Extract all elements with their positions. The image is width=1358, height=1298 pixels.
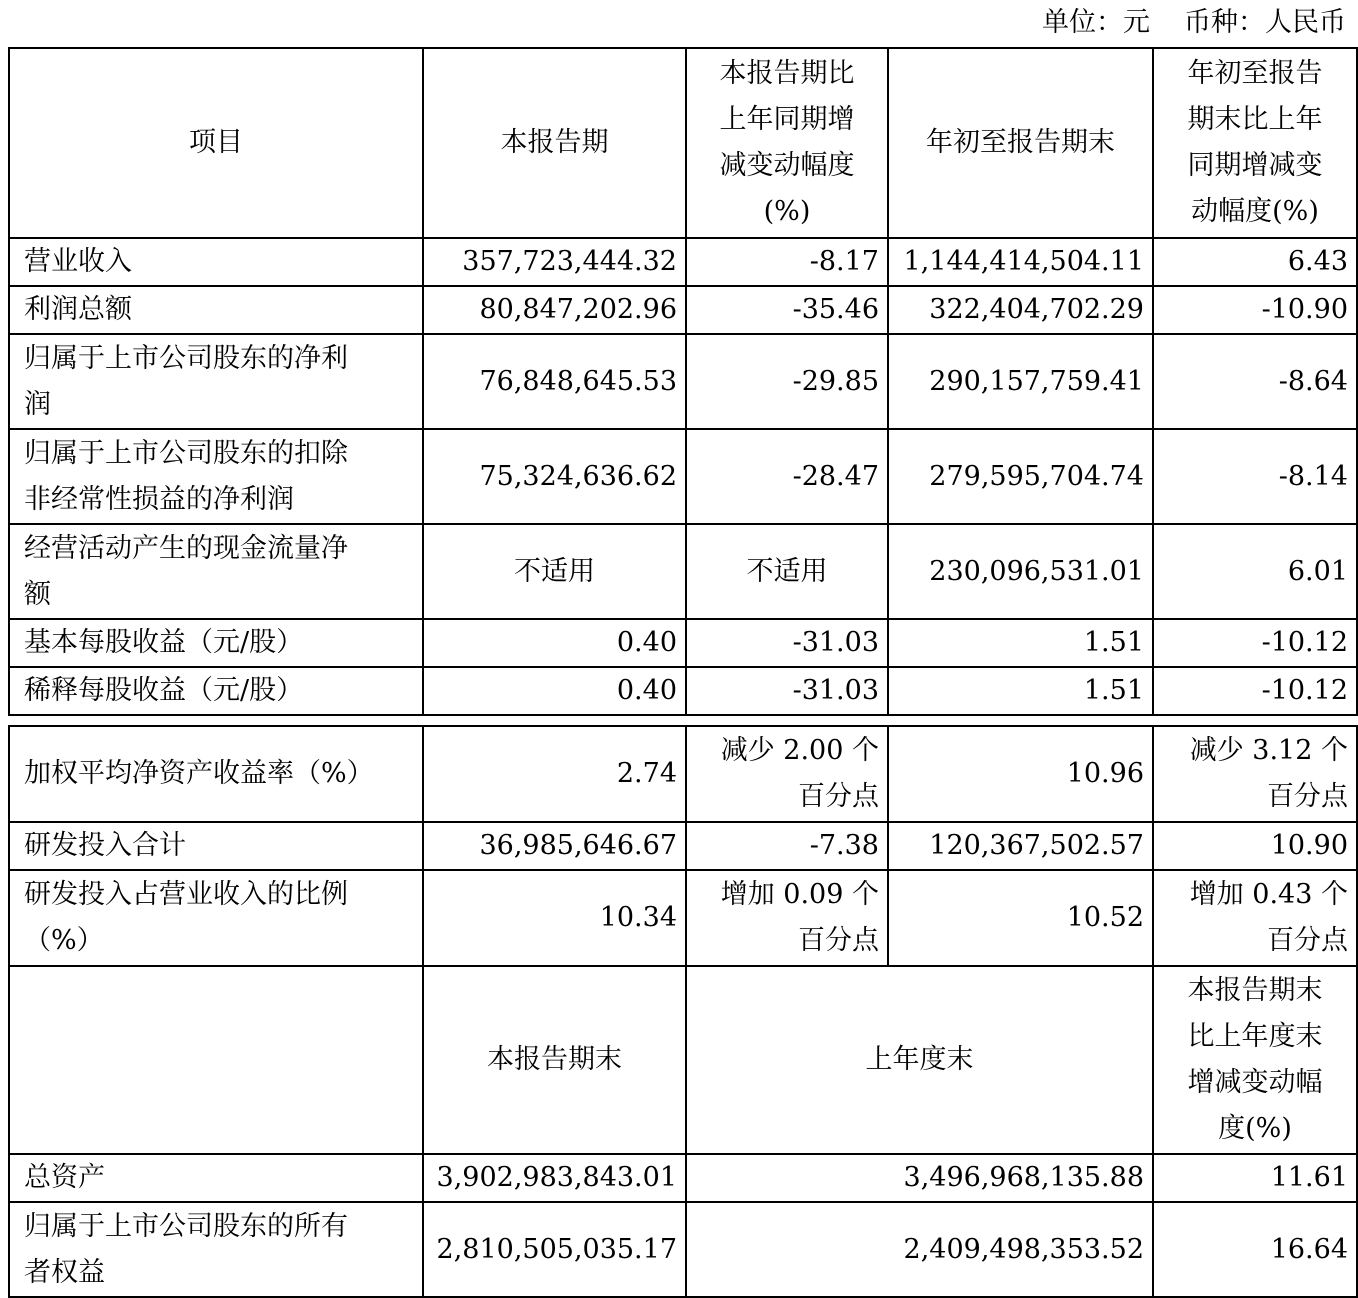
row-ytd: 120,367,502.57	[888, 822, 1153, 870]
table-header-row	[9, 48, 1357, 238]
row-change: 11.61	[1153, 1154, 1357, 1202]
table-row	[9, 1202, 1357, 1297]
row-item: 营业收入	[9, 238, 423, 286]
table-row	[9, 334, 1357, 429]
table-row	[9, 429, 1357, 524]
row-ytd: 1,144,414,504.11	[888, 238, 1153, 286]
row-item: 稀释每股收益（元/股）	[9, 667, 423, 715]
row-ytd: 1.51	[888, 667, 1153, 715]
row-ytd: 1.51	[888, 619, 1153, 667]
row-current: 36,985,646.67	[423, 822, 686, 870]
row-current-change: -31.03	[686, 619, 888, 667]
row-ytd: 290,157,759.41	[888, 334, 1153, 429]
table-row	[9, 238, 1357, 286]
table-row	[9, 286, 1357, 334]
row-item: 归属于上市公司股东的扣除 非经常性损益的净利润	[9, 429, 423, 524]
row-ytd-change: -10.12	[1153, 667, 1357, 715]
row-ytd: 10.52	[888, 870, 1153, 966]
row-item: 利润总额	[9, 286, 423, 334]
table-row	[9, 870, 1357, 966]
row-current-change: -28.47	[686, 429, 888, 524]
row-ytd-change: 6.01	[1153, 524, 1357, 619]
header-item: 项目	[9, 48, 423, 238]
row-current: 不适用	[423, 524, 686, 619]
unit-currency-line	[1042, 0, 1346, 46]
row-item: 总资产	[9, 1154, 423, 1202]
row-current-change: -31.03	[686, 667, 888, 715]
unit-label: 单位：元	[1042, 7, 1150, 38]
row-current: 80,847,202.96	[423, 286, 686, 334]
row-ytd: 230,096,531.01	[888, 524, 1153, 619]
row-period-end: 3,902,983,843.01	[423, 1154, 686, 1202]
row-ytd: 322,404,702.29	[888, 286, 1153, 334]
row-prior-year-end: 2,409,498,353.52	[686, 1202, 1153, 1297]
balance-header-blank	[9, 966, 423, 1154]
row-ytd-change: -10.12	[1153, 619, 1357, 667]
row-item: 经营活动产生的现金流量净 额	[9, 524, 423, 619]
row-ytd: 279,595,704.74	[888, 429, 1153, 524]
row-item: 研发投入合计	[9, 822, 423, 870]
row-period-end: 2,810,505,035.17	[423, 1202, 686, 1297]
roe-rd-balance-table	[8, 725, 1358, 1298]
row-current-change: 减少 2.00 个 百分点	[686, 726, 888, 822]
row-item: 归属于上市公司股东的所有 者权益	[9, 1202, 423, 1297]
row-current-change: 增加 0.09 个 百分点	[686, 870, 888, 966]
row-current: 0.40	[423, 667, 686, 715]
header-balance-change: 本报告期末 比上年度末 增减变动幅 度(%)	[1153, 966, 1357, 1154]
header-current-period: 本报告期	[423, 48, 686, 238]
header-ytd-change: 年初至报告 期末比上年 同期增减变 动幅度(%)	[1153, 48, 1357, 238]
row-current: 2.74	[423, 726, 686, 822]
row-current: 75,324,636.62	[423, 429, 686, 524]
row-ytd-change: 减少 3.12 个 百分点	[1153, 726, 1357, 822]
header-ytd: 年初至报告期末	[888, 48, 1153, 238]
row-ytd-change: -8.64	[1153, 334, 1357, 429]
row-ytd-change: 6.43	[1153, 238, 1357, 286]
row-ytd-change: 10.90	[1153, 822, 1357, 870]
row-current-change: 不适用	[686, 524, 888, 619]
row-ytd: 10.96	[888, 726, 1153, 822]
row-item: 归属于上市公司股东的净利 润	[9, 334, 423, 429]
header-current-change: 本报告期比 上年同期增 减变动幅度 (%)	[686, 48, 888, 238]
header-period-end: 本报告期末	[423, 966, 686, 1154]
row-current: 0.40	[423, 619, 686, 667]
row-current-change: -8.17	[686, 238, 888, 286]
row-current-change: -29.85	[686, 334, 888, 429]
table-row	[9, 667, 1357, 715]
financial-indicators-table	[8, 47, 1358, 716]
row-current-change: -35.46	[686, 286, 888, 334]
currency-label: 币种：人民币	[1184, 7, 1346, 38]
row-current-change: -7.38	[686, 822, 888, 870]
header-prior-year-end: 上年度末	[686, 966, 1153, 1154]
row-item: 加权平均净资产收益率（%）	[9, 726, 423, 822]
table-row	[9, 726, 1357, 822]
table-row	[9, 524, 1357, 619]
row-current: 76,848,645.53	[423, 334, 686, 429]
table-row	[9, 1154, 1357, 1202]
row-item: 研发投入占营业收入的比例 （%）	[9, 870, 423, 966]
balance-header-row	[9, 966, 1357, 1154]
row-prior-year-end: 3,496,968,135.88	[686, 1154, 1153, 1202]
row-change: 16.64	[1153, 1202, 1357, 1297]
row-ytd-change: 增加 0.43 个 百分点	[1153, 870, 1357, 966]
row-current: 10.34	[423, 870, 686, 966]
row-item: 基本每股收益（元/股）	[9, 619, 423, 667]
table-row	[9, 822, 1357, 870]
row-ytd-change: -10.90	[1153, 286, 1357, 334]
row-current: 357,723,444.32	[423, 238, 686, 286]
table-row	[9, 619, 1357, 667]
row-ytd-change: -8.14	[1153, 429, 1357, 524]
